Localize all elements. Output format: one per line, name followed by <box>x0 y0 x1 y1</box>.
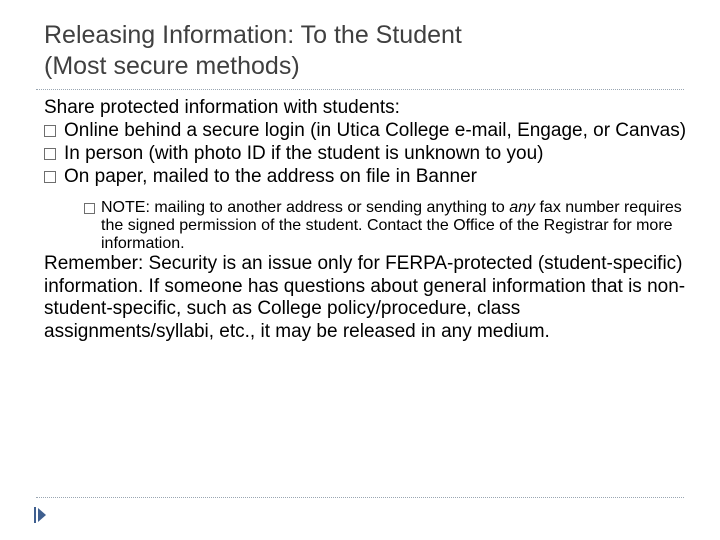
note-emphasis: any <box>509 199 536 216</box>
bullet-item-in-person <box>44 142 694 165</box>
footer-divider <box>36 497 684 498</box>
checkbox-bullet-icon <box>44 125 56 137</box>
note-text-start: NOTE: mailing to another address or sending anything to <box>101 199 510 216</box>
corner-arrow-icon <box>33 505 47 525</box>
note-text <box>101 199 694 253</box>
title-divider <box>36 89 684 90</box>
remember-paragraph: Remember: Security is an issue only for FERPA-protected (student-specific) information. If someone has questions about general information that is non-student-specific, such as College policy/procedure, class assignments/syllabi, etc., it may be released in any medium. <box>44 253 686 342</box>
slide-body <box>44 96 694 343</box>
bullet-item-online <box>44 119 694 142</box>
bullet-text: On paper, mailed to the address on file in Banner <box>64 166 477 187</box>
bullet-item-on-paper <box>44 165 694 188</box>
checkbox-bullet-icon <box>44 171 56 183</box>
title-line-1: Releasing Information: To the Student <box>44 21 462 49</box>
bullet-text: In person (with photo ID if the student is unknown to you) <box>64 143 544 164</box>
checkbox-bullet-icon <box>44 148 56 160</box>
intro-text: Share protected information with students: <box>44 97 400 118</box>
bullet-text: Online behind a secure login (in Utica College e-mail, Engage, or Canvas) <box>64 120 687 141</box>
slide-title <box>44 20 684 82</box>
note-item <box>84 199 694 253</box>
checkbox-bullet-icon <box>84 203 95 214</box>
note-text-end: fax number requires the signed permission of the student. Contact the Office of the Registrar for more information. <box>101 199 682 252</box>
title-line-2: (Most secure methods) <box>44 52 300 80</box>
